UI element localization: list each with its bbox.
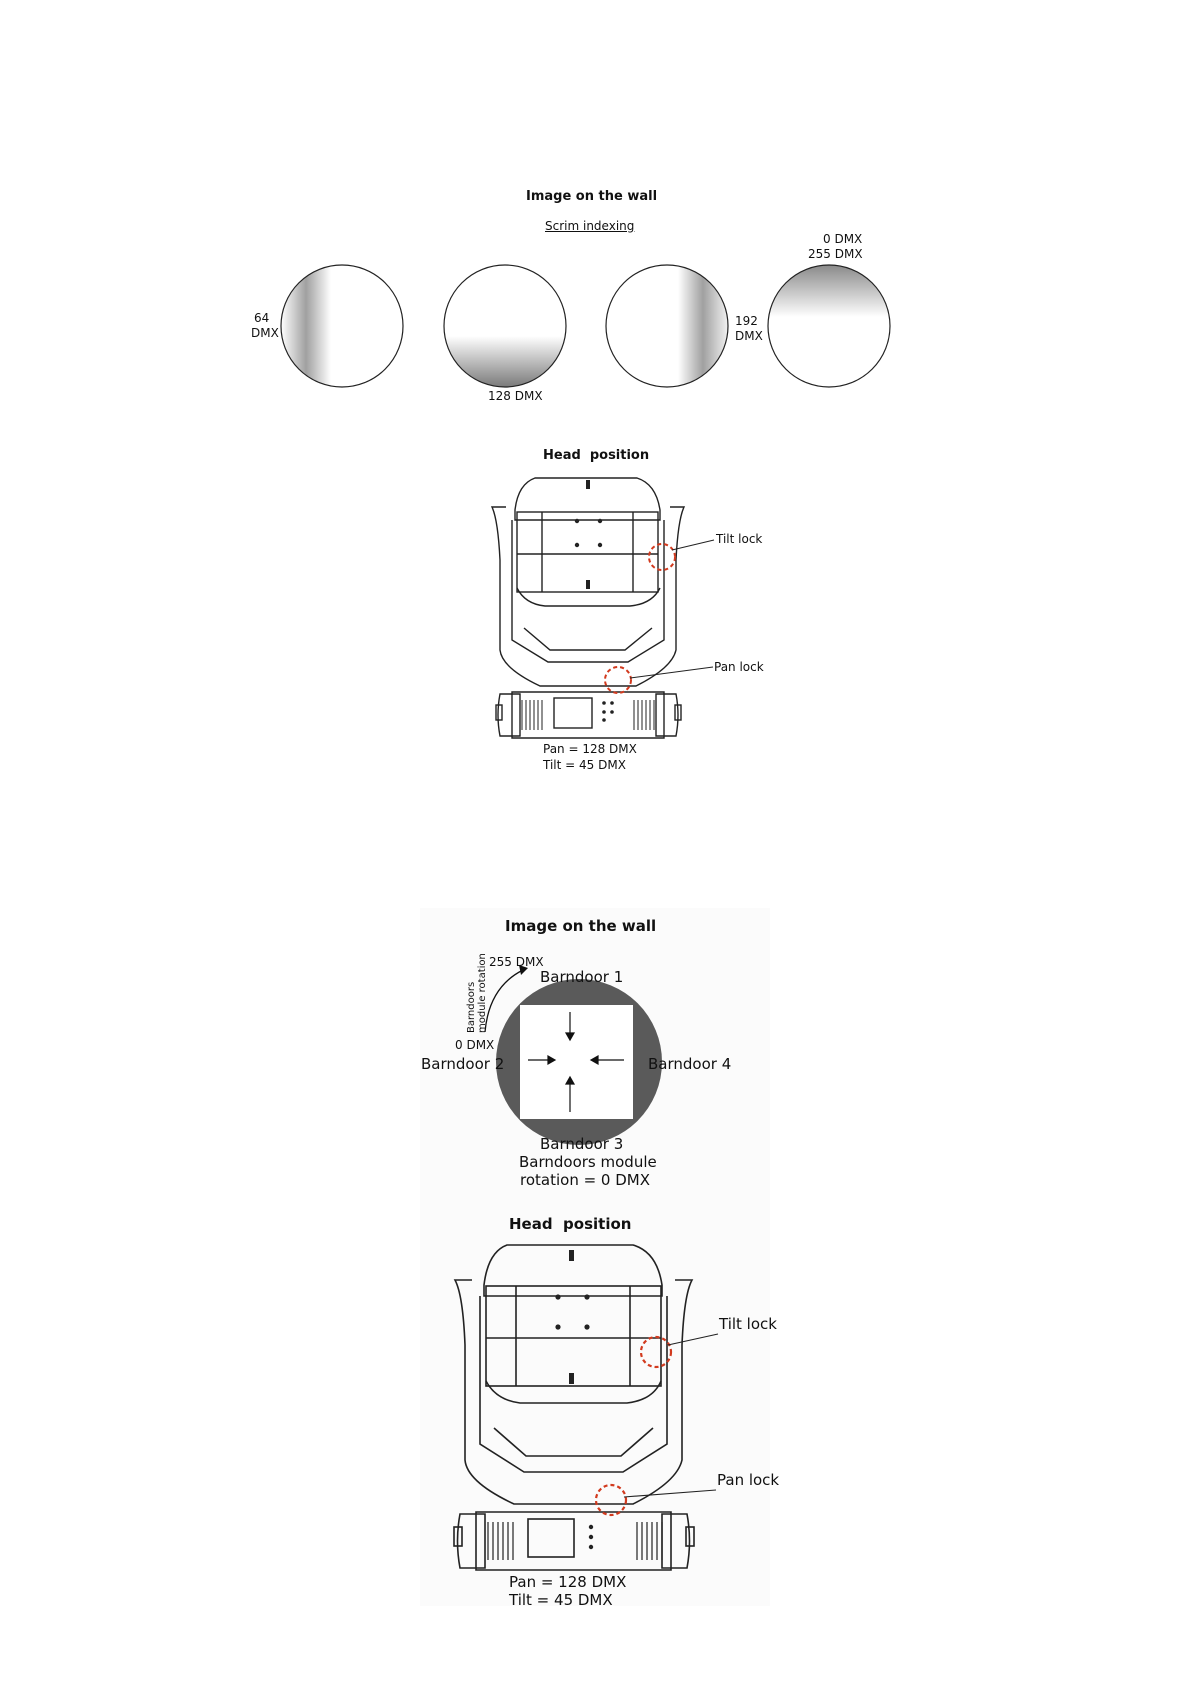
- barndoor-4-label: Barndoor 4: [648, 1055, 732, 1073]
- section2-tilt-lock-label: Tilt lock: [719, 1315, 777, 1333]
- section2-head-title: Head position: [509, 1215, 632, 1233]
- pan-lock-marker-2: [596, 1485, 626, 1515]
- section2-tilt-value: Tilt = 45 DMX: [509, 1591, 613, 1609]
- barndoor-3-label: Barndoor 3: [540, 1135, 624, 1153]
- scrim-circle-128: [444, 265, 566, 387]
- barndoor-circle: [496, 979, 662, 1145]
- label-192-dmx: DMX: [735, 329, 763, 343]
- label-64-dmx: DMX: [251, 326, 279, 340]
- rotation-label: Barndoors module rotation: [466, 953, 488, 1033]
- label-64: 64: [254, 311, 270, 325]
- section2-pan-value: Pan = 128 DMX: [509, 1573, 627, 1591]
- label-0: 0 DMX: [823, 232, 863, 246]
- section1-head-title: Head position: [543, 448, 650, 463]
- label-255-dmx: 255 DMX: [489, 955, 544, 969]
- grill-lines-1: [522, 700, 654, 730]
- label-255: 255 DMX: [808, 247, 863, 261]
- moving-head-drawing-1: [492, 478, 684, 738]
- scrim-circle-192: [606, 265, 728, 387]
- tilt-lock-leader-2: [668, 1334, 718, 1345]
- moving-head-drawing-2: [454, 1245, 694, 1570]
- tilt-lock-leader-1: [672, 540, 714, 550]
- label-192: 192: [735, 314, 758, 328]
- tilt-lock-marker-1: [649, 544, 675, 570]
- label-0-dmx: 0 DMX: [455, 1038, 495, 1052]
- section1-pan-lock-label: Pan lock: [714, 660, 764, 674]
- section1-subtitle: Scrim indexing: [545, 219, 635, 233]
- section2-pan-lock-label: Pan lock: [717, 1471, 780, 1489]
- pan-lock-leader-1: [630, 667, 713, 678]
- label-128: 128 DMX: [488, 389, 543, 403]
- module-rotation-line2: rotation = 0 DMX: [520, 1171, 651, 1189]
- scrim-circle-0-255: [768, 265, 890, 387]
- grill-lines-2: [488, 1522, 662, 1560]
- barndoor-2-label: Barndoor 2: [421, 1055, 505, 1073]
- barndoor-1-label: Barndoor 1: [540, 968, 624, 986]
- section1-title: Image on the wall: [526, 189, 658, 204]
- scrim-circle-64: [281, 265, 403, 387]
- pan-lock-marker-1: [605, 667, 631, 693]
- section1-tilt-value: Tilt = 45 DMX: [543, 758, 626, 772]
- section1-tilt-lock-label: Tilt lock: [716, 532, 763, 546]
- pan-lock-leader-2: [624, 1490, 716, 1497]
- section1-pan-value: Pan = 128 DMX: [543, 742, 637, 756]
- section2-title: Image on the wall: [505, 917, 657, 935]
- module-rotation-line1: Barndoors module: [519, 1153, 657, 1171]
